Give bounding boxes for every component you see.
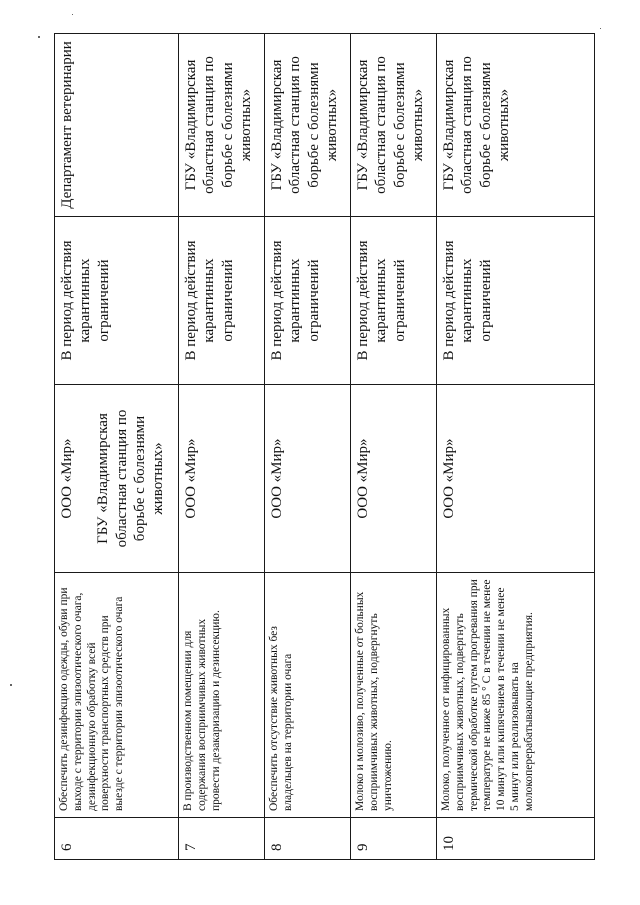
executor-text: ООО «Мир» [59,438,75,519]
term-text: В период действия карантинных ограничений [265,217,351,385]
row-number: 6 [55,818,179,860]
row-number: 9 [351,818,437,860]
measure-text: Обеспечить отсутствие животных без владельцев на территории очага [265,573,351,818]
scan-speck [600,28,601,29]
responsible-text: ГБУ «Владимирская областная станция по борьбе с болезнями животных» [437,34,595,217]
scan-speck [10,684,12,686]
executor-text: ООО «Мир» [351,385,437,573]
measure-text: Молоко, полученное от инфицированных восприимчивых животных, подвергнуть термической обработке путем прогревания при температуре не ниже 85 ° С в течении не менее 10 минут или кипячением в течении не менее 5 минут или реализовывать на молокоперерабатывающие предприятия. [437,573,595,818]
table-row [265,34,351,860]
plan-table [54,33,595,860]
term-text: В период действия карантинных ограничений [55,217,179,385]
term-text: В период действия карантинных ограничений [437,217,595,385]
executor-second-text: ГБУ «Владимирская областная станция по борьбе с болезнями животных» [95,409,167,548]
measure-text: Молоко и молозиво, полученные от больных восприимчивых животных, подвергнуть уничтожению. [351,573,437,818]
responsible-text: Департамент ветеринарии [55,34,179,217]
row-number: 10 [437,818,595,860]
measure-text: В производственном помещении для содержания восприимчивых животных провести дезакаризацию и дезинсекцию. [179,573,265,818]
row-number: 7 [179,818,265,860]
scan-speck [72,14,73,15]
scan-speck [38,36,40,38]
measure-text: Обеспечить дезинфекцию одежды, обуви при выходе с территории эпизоотического очага, дезинфекционную обработку всей поверхности транспортных средств при выезде с территории эпизоотического очага [55,573,179,818]
executor-text: ООО «Мир» [179,385,265,573]
table-row [55,34,179,860]
responsible-text: ГБУ «Владимирская областная станция по борьбе с болезнями животных» [265,34,351,217]
executor-cell [55,385,179,573]
responsible-text: ГБУ «Владимирская областная станция по борьбе с болезнями животных» [351,34,437,217]
table-row [179,34,265,860]
term-text: В период действия карантинных ограничений [179,217,265,385]
responsible-text: ГБУ «Владимирская областная станция по борьбе с болезнями животных» [179,34,265,217]
table-row [351,34,437,860]
rotated-page [54,34,594,860]
executor-text: ООО «Мир» [437,385,595,573]
table-row [437,34,595,860]
row-number: 8 [265,818,351,860]
term-text: В период действия карантинных ограничений [351,217,437,385]
executor-text: ООО «Мир» [265,385,351,573]
